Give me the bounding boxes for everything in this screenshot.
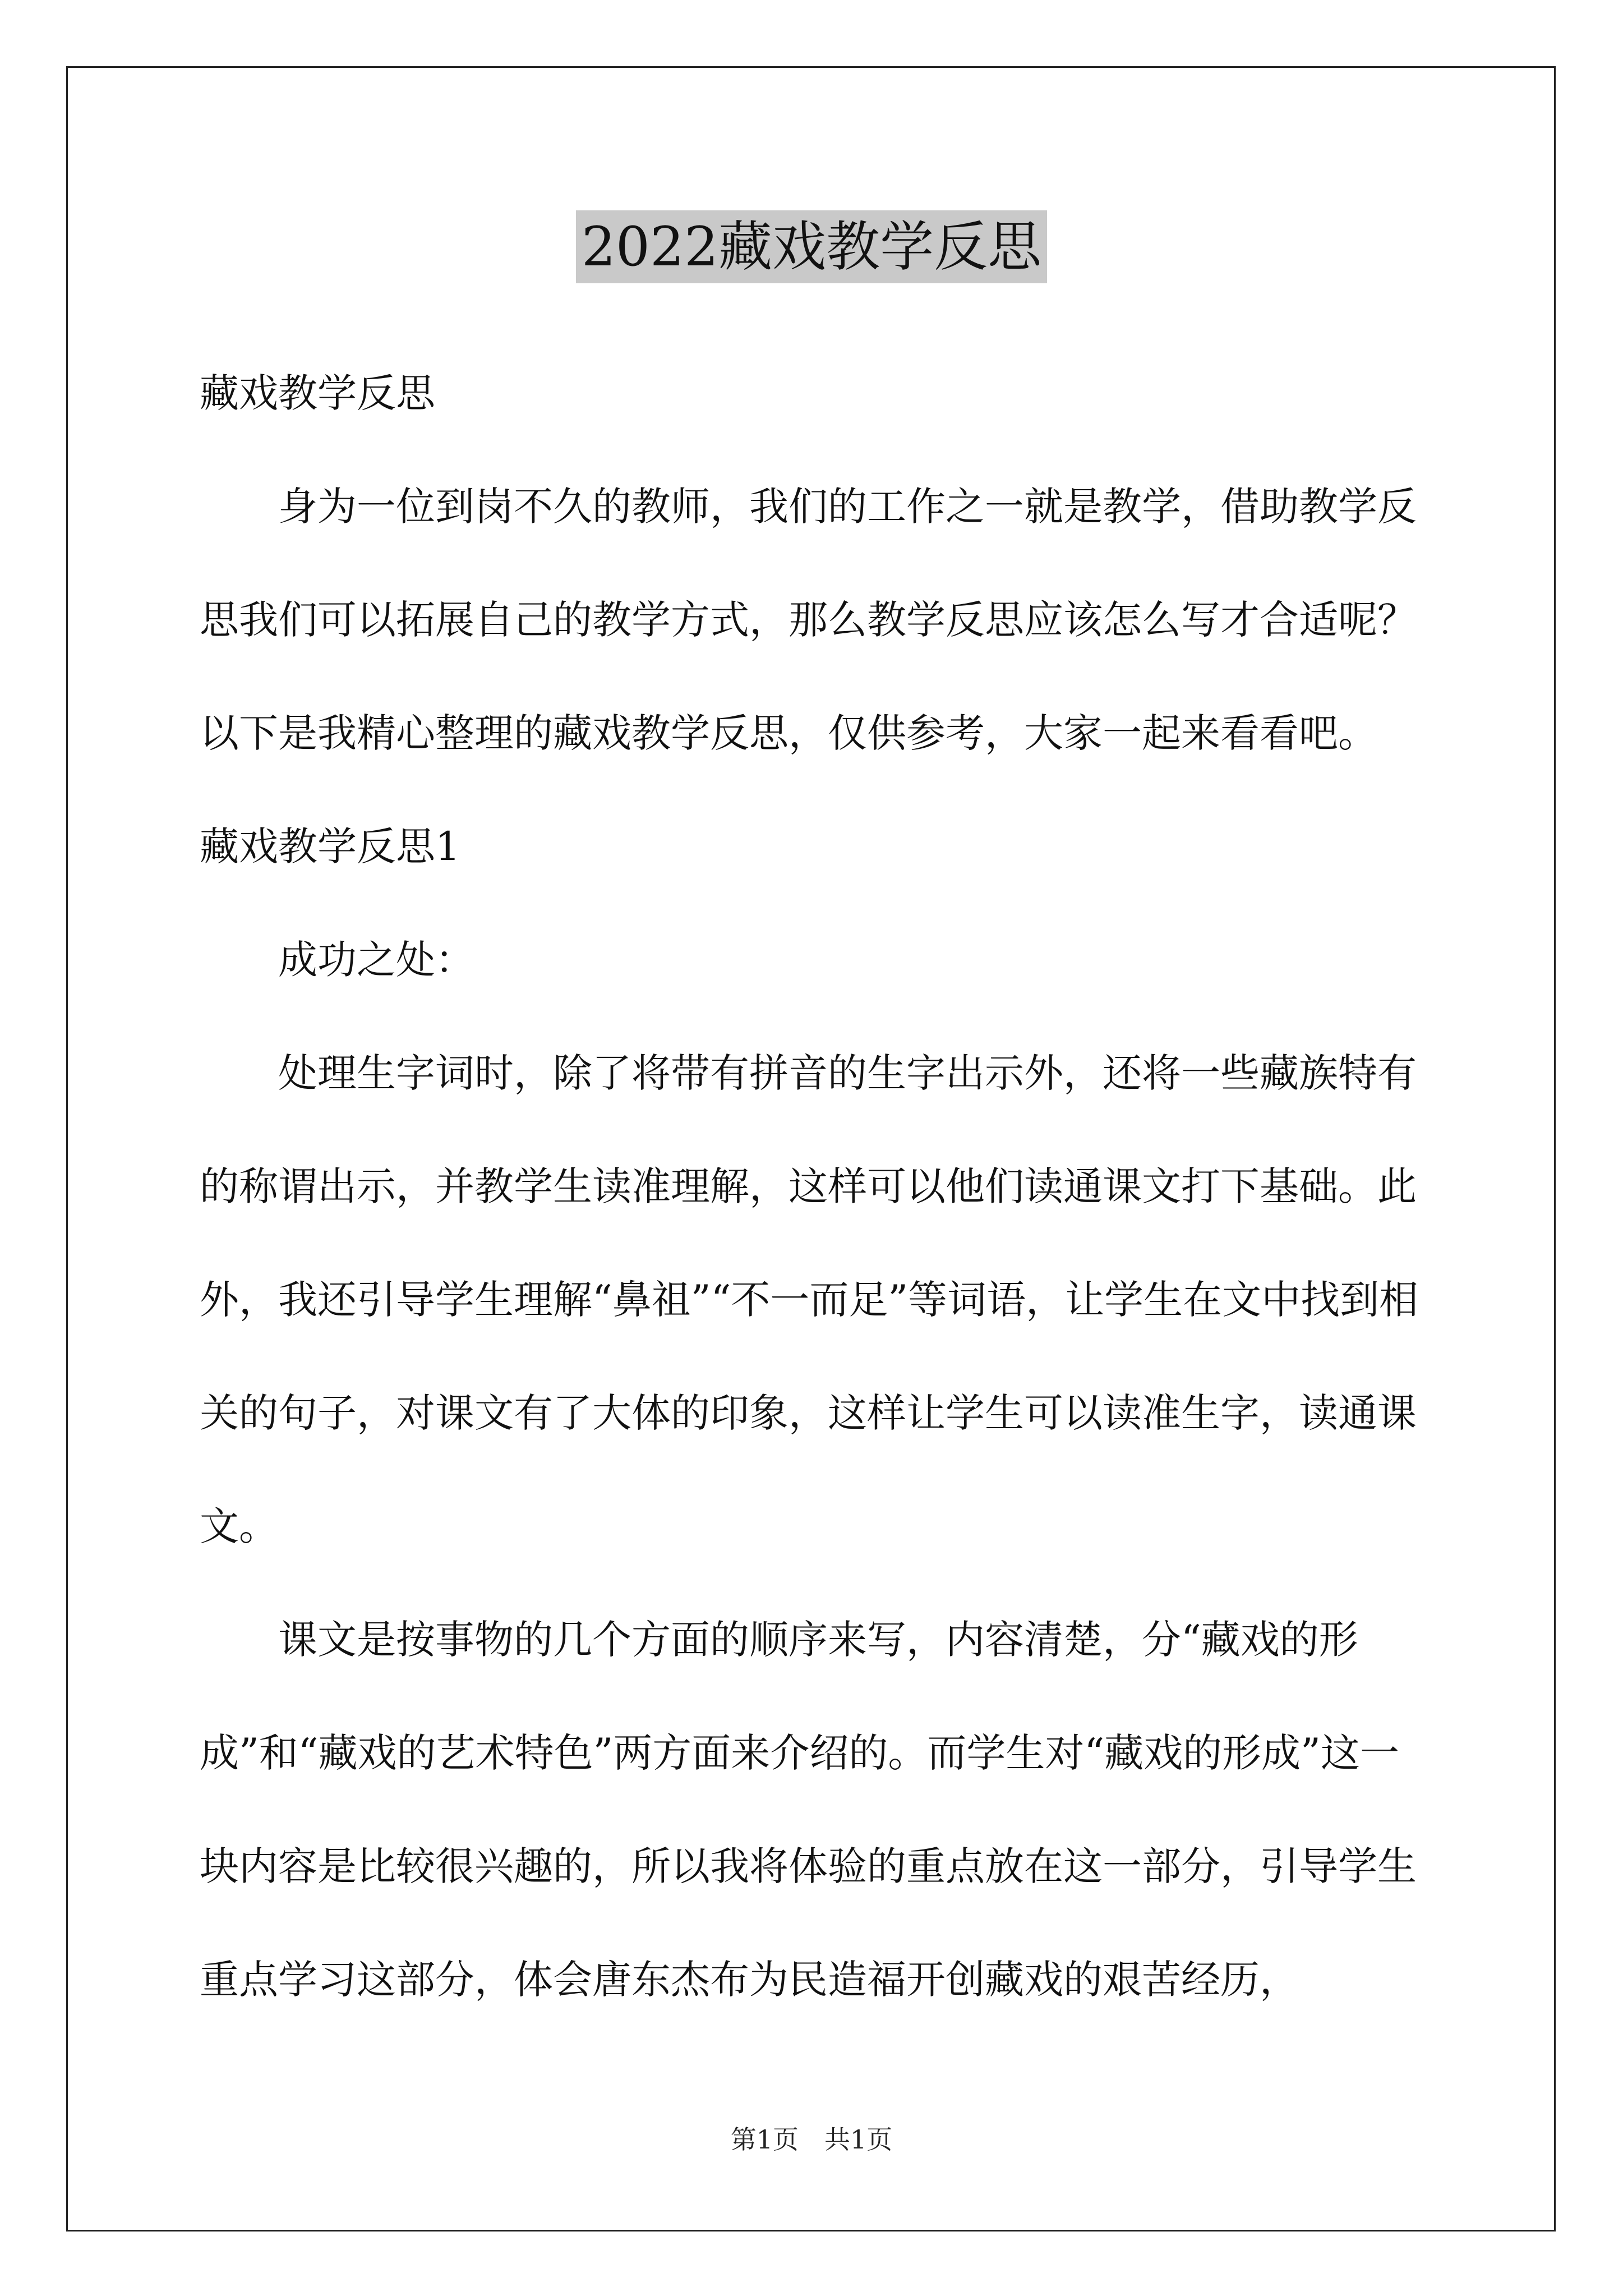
document-title xyxy=(0,210,1623,283)
section-heading: 藏戏教学反思 xyxy=(200,370,435,416)
page-number-footer: 第1页 共1页 xyxy=(730,2124,893,2155)
subheading-success: 成功之处： xyxy=(278,937,474,983)
body-paragraph: 处理生字词时，除了将带有拼音的生字出示外，还将一些藏族特有的称谓出示，并教学生读准理解，这样可以他们读通课文打下基础。此外，我还引导学生理解“鼻祖”“不一而足”等词语，让学生在文中找到相关的句子，对课文有了大体的印象，这样让学生可以读准生字，读通课文。 xyxy=(200,1050,1419,1549)
title-text: 2022藏戏教学反思 xyxy=(576,210,1047,283)
intro-paragraph: 身为一位到岗不久的教师，我们的工作之一就是教学，借助教学反思我们可以拓展自己的教学方式，那么教学反思应该怎么写才合适呢？以下是我精心整理的藏戏教学反思，仅供参考，大家一起来看看吧。 xyxy=(200,484,1417,756)
body-paragraph: 课文是按事物的几个方面的顺序来写，内容清楚，分“藏戏的形成”和“藏戏的艺术特色”两方面来介绍的。而学生对“藏戏的形成”这一块内容是比较很兴趣的，所以我将体验的重点放在这一部分，引导学生重点学习这部分，体会唐东杰布为民造福开创藏戏的艰苦经历， xyxy=(200,1617,1417,2003)
section-heading-1: 藏戏教学反思1 xyxy=(200,823,460,869)
document-body xyxy=(200,337,1433,2036)
